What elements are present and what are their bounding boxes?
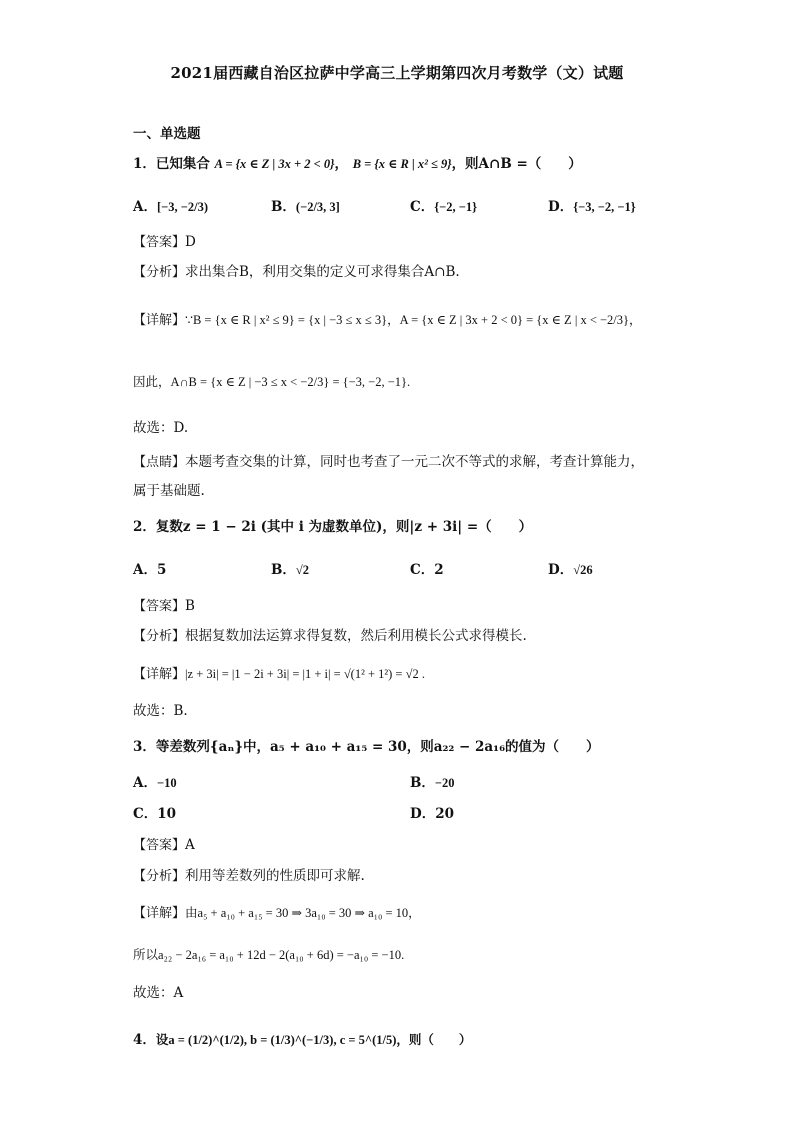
question-3-stem: 3．等差数列{aₙ}中，a₅ + a₁₀ + a₁₅ = 30，则a₂₂ − 2a₁₆的值为（ ） [133,739,600,755]
q1-choose: 故选：D. [133,420,189,436]
q1-option-b: B．(−2/3, 3] [271,199,340,215]
q2-option-b: B．√2 [271,562,310,578]
q1-analysis: 【分析】求出集合B，利用交集的定义可求得集合A∩B. [133,264,460,280]
q2-detail: 【详解】|z + 3i| = |1 − 2i + 3i| = |1 + i| = √(1² + 1²) = √2 . [133,667,425,682]
q3-option-d: D．20 [410,806,455,822]
page-title: 2021届西藏自治区拉萨中学高三上学期第四次月考数学（文）试题 [170,64,624,82]
q3-choose: 故选：A [133,985,184,1001]
set-b-expression: B = {x ∈ R | x² ≤ 9} [352,157,452,171]
q1-comment-line-1: 【点睛】本题考查交集的计算，同时也考查了一元二次不等式的求解，考查计算能力， [133,454,645,470]
q3-option-b: B．−20 [410,775,455,791]
question-1-stem: 1．已知集合 A = {x ∈ Z | 3x + 2 < 0}， B = {x ∈ R | x² ≤ 9}，则A∩B =（ ） [133,156,582,172]
q1-detail-line-1: 【详解】∵B = {x ∈ R | x² ≤ 9} = {x | −3 ≤ x ≤ 3}，A = {x ∈ Z | 3x + 2 < 0} = {x ∈ Z | x < −2/3}， [133,313,642,328]
q1-comment-line-2: 属于基础题. [133,483,205,499]
q3-analysis: 【分析】利用等差数列的性质即可求解. [133,868,365,884]
set-a-expression: A = {x ∈ Z | 3x + 2 < 0} [214,157,335,171]
q1-option-a: A．[−3, −2/3) [133,199,209,215]
q2-option-d: D．√26 [548,562,593,578]
question-2-stem: 2．复数z = 1 − 2i (其中 i 为虚数单位)，则|z + 3i| =（ ） [133,519,533,535]
q3-answer: 【答案】A [133,837,195,853]
q2-choose: 故选：B. [133,703,188,719]
section-heading: 一、单选题 [133,126,201,142]
q1-detail-line-2: 因此，A∩B = {x ∈ Z | −3 ≤ x < −2/3} = {−3, −2, −1}. [133,375,411,389]
q2-option-a: A．5 [133,562,167,578]
q1-option-c: C．{−2, −1} [410,199,478,215]
q3-detail-line-2: 所以a₂₂ − 2a₁₆ = a₁₀ + 12d − 2(a₁₀ + 6d) = −a₁₀ = −10. [133,948,405,962]
q2-option-c: C．2 [410,562,444,578]
q1-answer: 【答案】D [133,234,196,250]
q3-option-c: C．10 [133,806,177,822]
q2-analysis: 【分析】根据复数加法运算求得复数，然后利用模长公式求得模长. [133,628,527,644]
q3-option-a: A．−10 [133,775,177,791]
q2-answer: 【答案】B [133,598,195,614]
q3-detail-line-1: 【详解】由a₅ + a₁₀ + a₁₅ = 30 ⇒ 3a₁₀ = 30 ⇒ a₁₀ = 10， [133,906,421,921]
q1-option-d: D．{−3, −2, −1} [548,199,636,215]
question-4-stem: 4．设a = (1/2)^(1/2), b = (1/3)^(−1/3), c = 5^(1/5)，则（ ） [133,1032,472,1048]
